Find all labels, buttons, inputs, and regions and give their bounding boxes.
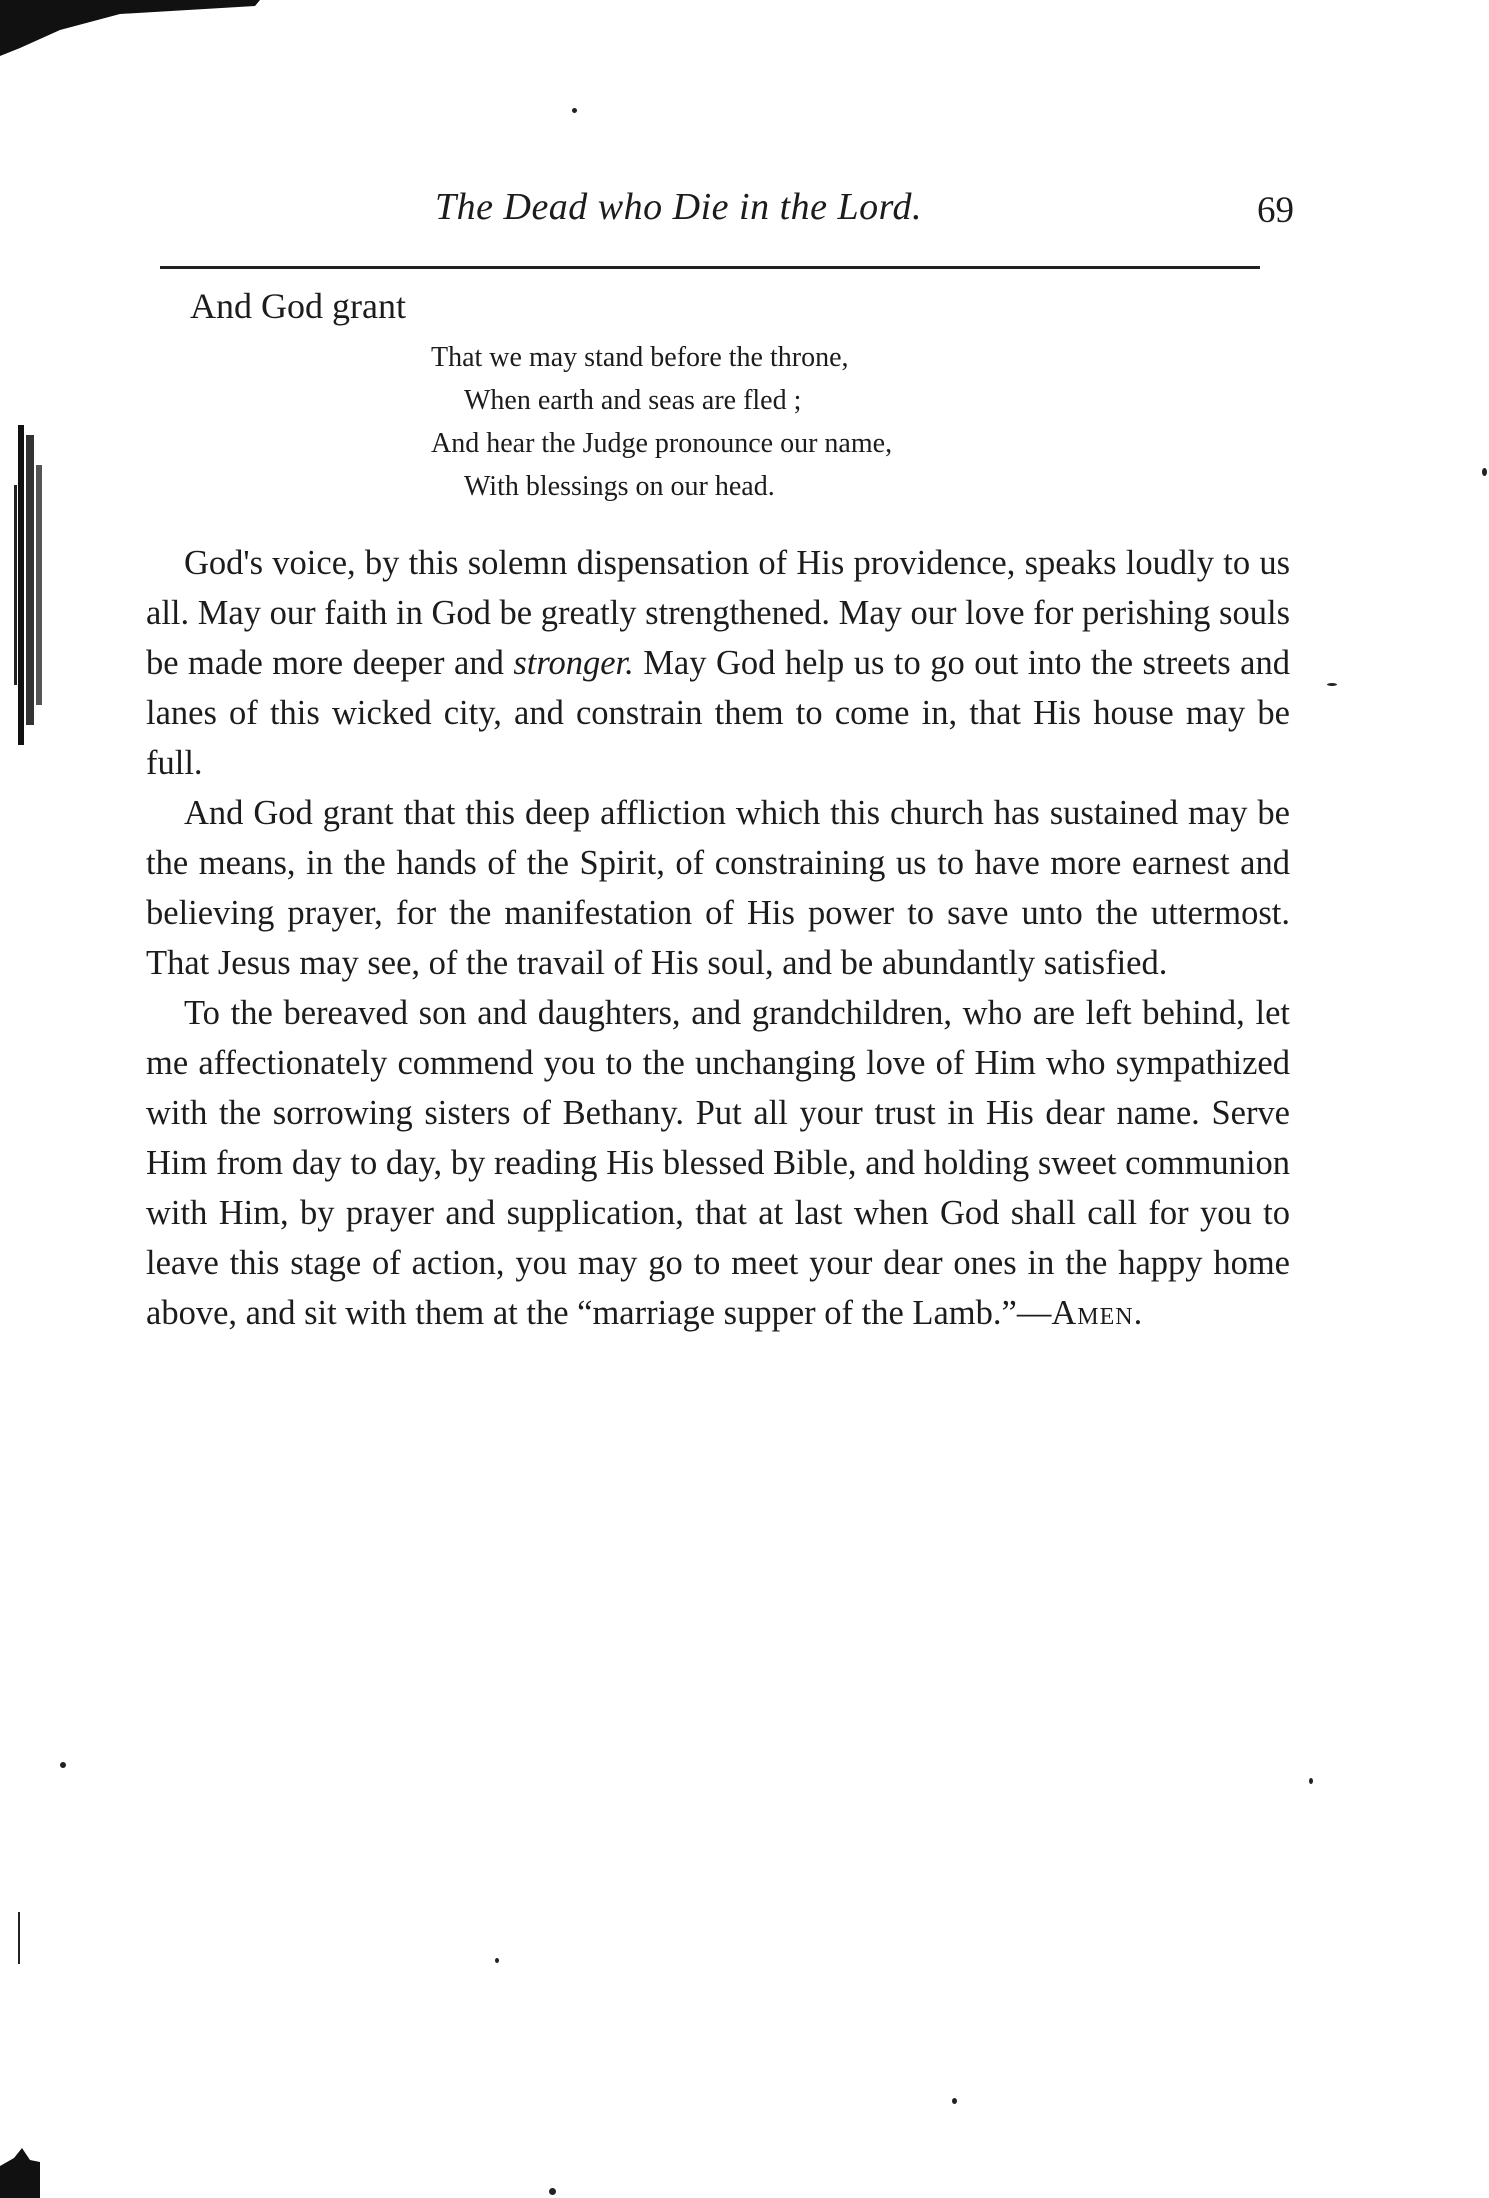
hymn-verse <box>431 336 1290 508</box>
page-number: 69 <box>1257 190 1294 231</box>
running-head <box>150 185 1310 245</box>
paragraph-bereaved <box>146 988 1290 1338</box>
paragraph-indent <box>146 544 184 582</box>
scan-speck <box>1327 683 1337 686</box>
scan-bottom-blot <box>0 2148 40 2198</box>
paragraph-gods-voice <box>146 538 1290 788</box>
scan-speck <box>60 1762 66 1768</box>
paragraph-affliction <box>146 788 1290 988</box>
scan-speck <box>572 108 577 113</box>
scan-corner-mark <box>0 0 260 60</box>
paragraph-text: May God help us to go out into the streets and lanes of this wicked city, and constrain them to come in, that His house may be full. <box>146 644 1290 782</box>
scan-speck <box>952 2098 957 2104</box>
verse-line: When earth and seas are fled ; <box>464 385 802 416</box>
paragraph-text: And God grant that this deep affliction which this church has sustained may be the means, in the hands of the Spirit, of constraining us to have more earnest and believing prayer, for the manifestation of His power to save unto the uttermost. That Jesus may see, of the travail of His soul, and be abundantly satisfied. <box>146 794 1290 982</box>
verse-line: With blessings on our head. <box>464 471 775 502</box>
verse-line: That we may stand before the throne, <box>431 342 849 373</box>
scan-speck <box>495 1958 499 1963</box>
scan-edge-line <box>18 1912 20 1964</box>
body-text <box>146 280 1290 1338</box>
binding-shadow-strip <box>12 425 46 745</box>
running-title: The Dead who Die in the Lord. <box>435 186 923 228</box>
emphasized-word: stronger. <box>513 644 634 682</box>
paragraph-text: To the bereaved son and daughters, and grandchildren, who are left behind, let me affectionately commend you to the unchanging love of Him who sympathized with the sorrowing sisters of Bethany. Put all your trust in His dear name. Serve Him from day to day, by reading His blessed Bible, and holding sweet communion with Him, by prayer and supplication, that at last when God shall call for you to leave this stage of action, you may go to meet your dear ones in the happy home above, and sit with them at the “marriage supper of the Lamb.”— <box>146 994 1290 1332</box>
scan-speck <box>1482 468 1487 476</box>
closing-amen: Amen. <box>1051 1294 1144 1332</box>
paragraph-text: God's voice, by this solemn dispensation of His providence, speaks loudly to us all. May our faith in God be greatly strengthened. May our love for perishing souls be made more deeper and <box>146 544 1290 682</box>
scan-speck <box>549 2188 556 2195</box>
opening-line: And God grant <box>190 286 406 326</box>
paragraph-indent <box>146 994 184 1032</box>
paragraph-indent <box>146 794 184 832</box>
header-rule <box>160 266 1260 269</box>
verse-line: And hear the Judge pronounce our name, <box>431 428 893 459</box>
scan-speck <box>1309 1778 1313 1784</box>
